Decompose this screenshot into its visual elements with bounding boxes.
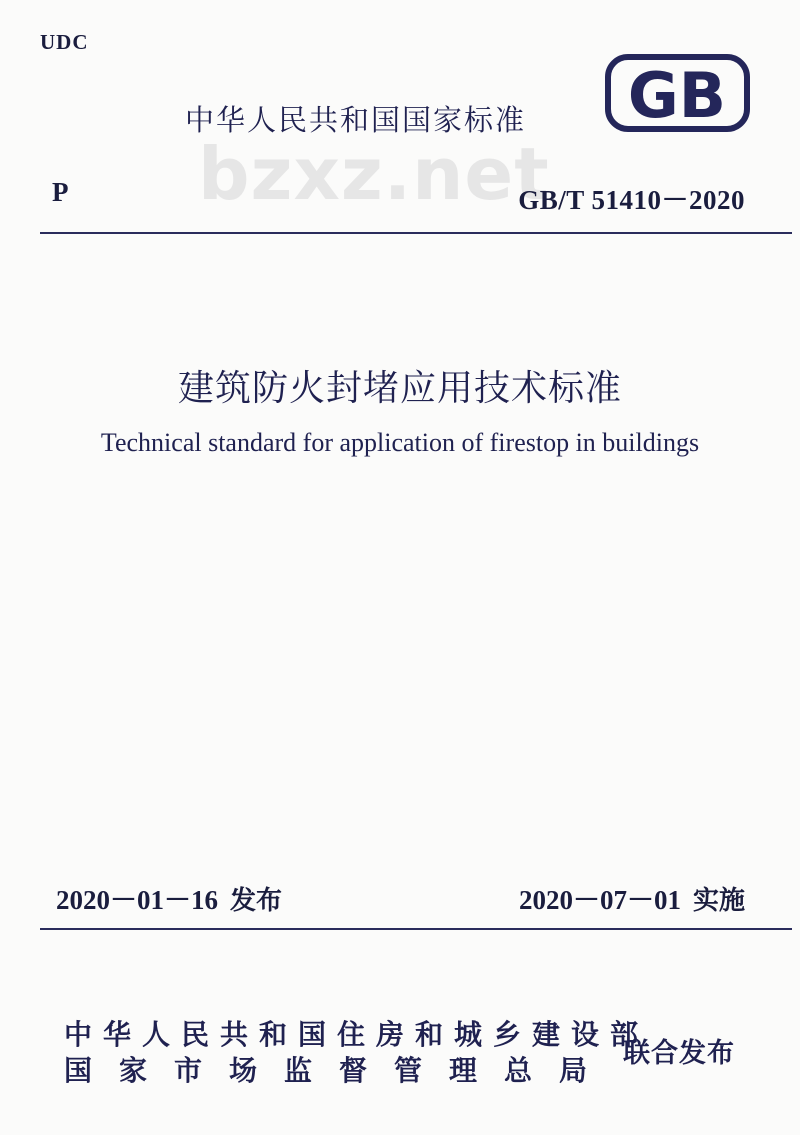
title-english: Technical standard for application of firestop in buildings bbox=[100, 428, 700, 457]
udc-label: UDC bbox=[40, 30, 89, 54]
publisher-line-1: 中华人民共和国住房和城乡建设部 bbox=[64, 1018, 650, 1051]
issue-label: 发布 bbox=[230, 886, 283, 916]
implement-date-block bbox=[519, 878, 745, 917]
joint-issue-label: 联合发布 bbox=[623, 1038, 735, 1069]
publisher-line-2: 国家市场监督管理总局 bbox=[64, 1054, 615, 1087]
issue-date: 2020－01－16 bbox=[56, 885, 218, 915]
implement-label: 实施 bbox=[692, 886, 745, 916]
bottom-divider bbox=[40, 928, 792, 930]
category-code: P bbox=[52, 177, 69, 207]
national-standard-heading: 中华人民共和国国家标准 bbox=[185, 103, 527, 137]
issue-date-block bbox=[56, 878, 282, 917]
watermark: bzxz.net bbox=[198, 132, 550, 216]
gb-logo-icon bbox=[605, 54, 750, 132]
title-chinese: 建筑防火封堵应用技术标准 bbox=[177, 368, 622, 409]
gb-logo-text: GB bbox=[627, 59, 727, 132]
top-divider bbox=[40, 232, 792, 234]
standard-number: GB/T 51410－2020 bbox=[518, 185, 745, 215]
implement-date: 2020－07－01 bbox=[518, 885, 681, 915]
